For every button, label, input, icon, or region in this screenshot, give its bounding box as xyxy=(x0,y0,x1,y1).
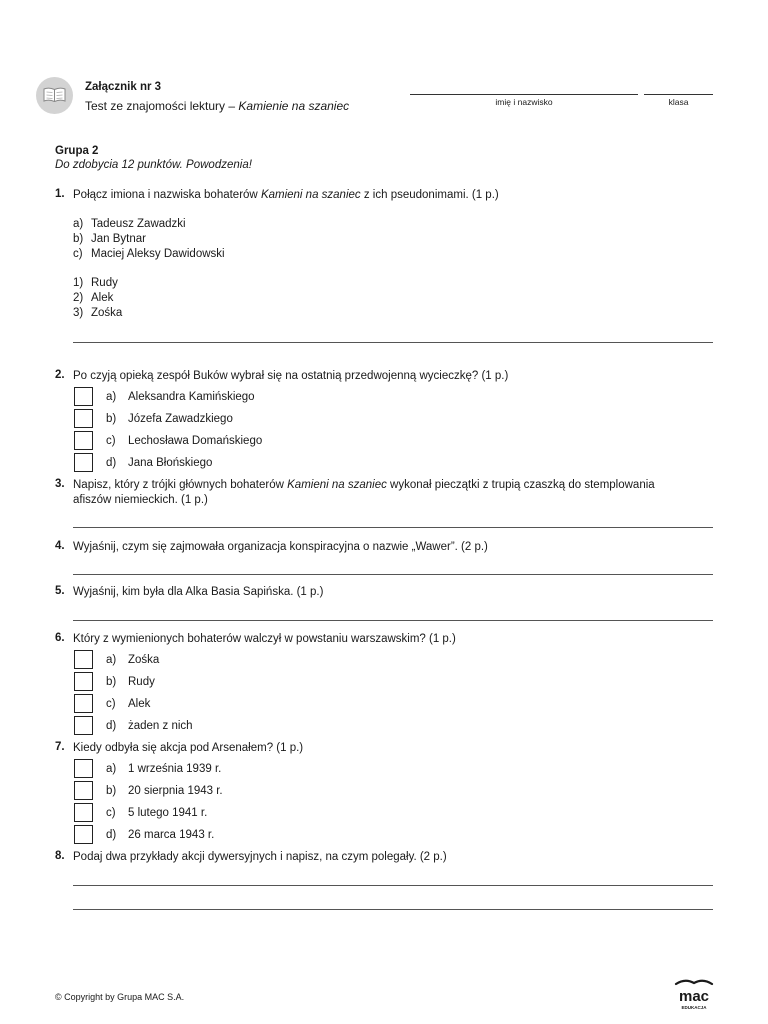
option-letter: a) xyxy=(106,763,117,775)
annex-title: Załącznik nr 3 xyxy=(85,81,162,93)
answer-checkbox[interactable] xyxy=(74,650,93,669)
option-letter: c) xyxy=(106,807,116,819)
list-marker: 3) xyxy=(73,307,84,319)
option-text: Zośka xyxy=(128,654,160,666)
question-8-text: Podaj dwa przykłady akcji dywersyjnych i napisz, na czym polegały. (2 p.) xyxy=(73,851,447,863)
answer-checkbox[interactable] xyxy=(74,409,93,428)
question-number: 7. xyxy=(55,741,65,753)
group-title: Grupa 2 xyxy=(55,145,99,157)
option-letter: a) xyxy=(106,654,117,666)
list-item xyxy=(73,218,186,230)
question-3-text xyxy=(73,478,713,508)
option-text: Józefa Zawadzkiego xyxy=(128,413,233,425)
answer-checkbox[interactable] xyxy=(74,759,93,778)
answer-checkbox[interactable] xyxy=(74,825,93,844)
list-item xyxy=(73,248,225,260)
option-text: 26 marca 1943 r. xyxy=(128,829,215,841)
logo-subtext: EDUKACJA xyxy=(681,1005,707,1010)
option-text: żaden z nich xyxy=(128,720,193,732)
answer-checkbox[interactable] xyxy=(74,672,93,691)
option-text: 1 września 1939 r. xyxy=(128,763,222,775)
option-letter: b) xyxy=(106,676,117,688)
list-marker: b) xyxy=(73,233,84,245)
option-letter: d) xyxy=(106,457,117,469)
answer-line[interactable] xyxy=(73,527,713,528)
q3-book-title: Kamieni na szaniec xyxy=(287,479,387,491)
option-letter: d) xyxy=(106,829,117,841)
answer-line[interactable] xyxy=(73,909,713,910)
question-5-text: Wyjaśnij, kim była dla Alka Basia Sapińska. (1 p.) xyxy=(73,586,324,598)
list-text: Zośka xyxy=(91,307,123,319)
option-text: Rudy xyxy=(128,676,155,688)
class-label: klasa xyxy=(668,97,689,107)
list-item xyxy=(73,277,118,289)
answer-checkbox[interactable] xyxy=(74,781,93,800)
q3-text-post: wykonał pieczątki z trupią czaszką do stemplowania xyxy=(386,479,655,491)
group-subtitle: Do zdobycia 12 punktów. Powodzenia! xyxy=(55,159,252,171)
question-number: 3. xyxy=(55,478,65,490)
question-number: 6. xyxy=(55,632,65,644)
q1-text-pre: Połącz imiona i nazwiska bohaterów xyxy=(73,189,261,201)
q3-text-pre: Napisz, który z trójki głównych bohaterów xyxy=(73,479,288,491)
answer-line[interactable] xyxy=(73,574,713,575)
answer-line[interactable] xyxy=(73,885,713,886)
option-text: Lechosława Domańskiego xyxy=(128,435,263,447)
option-letter: d) xyxy=(106,720,117,732)
question-1-text xyxy=(73,188,713,203)
list-marker: 1) xyxy=(73,277,84,289)
question-number: 8. xyxy=(55,850,65,862)
option-text: Jana Błońskiego xyxy=(128,457,213,469)
question-6-text: Który z wymienionych bohaterów walczył w powstaniu warszawskim? (1 p.) xyxy=(73,633,456,645)
class-field[interactable] xyxy=(644,94,713,95)
option-letter: c) xyxy=(106,435,116,447)
test-subtitle xyxy=(85,99,349,113)
question-number: 2. xyxy=(55,369,65,381)
publisher-logo xyxy=(672,977,716,1014)
option-text: 5 lutego 1941 r. xyxy=(128,807,208,819)
question-2-text: Po czyją opieką zespół Buków wybrał się na ostatnią przedwojenną wycieczkę? (1 p.) xyxy=(73,370,509,382)
option-text: Alek xyxy=(128,698,151,710)
q3-text-line2: afiszów niemieckich. (1 p.) xyxy=(73,494,208,506)
q1-book-title: Kamieni na szaniec xyxy=(260,189,361,201)
list-item xyxy=(73,292,113,304)
list-marker: c) xyxy=(73,248,83,260)
list-item xyxy=(73,233,146,245)
option-text: 20 sierpnia 1943 r. xyxy=(128,785,223,797)
list-text: Tadeusz Zawadzki xyxy=(91,218,186,230)
option-letter: b) xyxy=(106,413,117,425)
option-letter: a) xyxy=(106,391,117,403)
answer-line[interactable] xyxy=(73,342,713,343)
copyright-notice: © Copyright by Grupa MAC S.A. xyxy=(55,992,185,1002)
option-letter: c) xyxy=(106,698,116,710)
book-title: Kamienie na szaniec xyxy=(238,99,350,113)
question-number: 5. xyxy=(55,585,65,597)
q1-text-post: z ich pseudonimami. (1 p.) xyxy=(360,189,499,201)
list-marker: a) xyxy=(73,218,84,230)
list-text: Rudy xyxy=(91,277,118,289)
list-text: Alek xyxy=(91,292,114,304)
answer-checkbox[interactable] xyxy=(74,431,93,450)
question-number: 4. xyxy=(55,540,65,552)
answer-checkbox[interactable] xyxy=(74,387,93,406)
logo-text: mac xyxy=(678,988,710,1005)
option-text: Aleksandra Kamińskiego xyxy=(128,391,255,403)
answer-checkbox[interactable] xyxy=(74,716,93,735)
subtitle-prefix: Test ze znajomości lektury – xyxy=(85,99,239,113)
answer-checkbox[interactable] xyxy=(74,803,93,822)
list-item xyxy=(73,307,122,319)
list-text: Jan Bytnar xyxy=(91,233,146,245)
question-number: 1. xyxy=(55,188,65,200)
question-4-text: Wyjaśnij, czym się zajmowała organizacja konspiracyjna o nazwie „Wawer”. (2 p.) xyxy=(73,541,488,553)
list-text: Maciej Aleksy Dawidowski xyxy=(91,248,225,260)
book-icon xyxy=(36,77,73,114)
question-7-text: Kiedy odbyła się akcja pod Arsenałem? (1 p.) xyxy=(73,742,304,754)
answer-checkbox[interactable] xyxy=(74,694,93,713)
name-label: imię i nazwisko xyxy=(495,97,553,107)
answer-checkbox[interactable] xyxy=(74,453,93,472)
name-field[interactable] xyxy=(410,94,638,95)
option-letter: b) xyxy=(106,785,117,797)
answer-line[interactable] xyxy=(73,620,713,621)
list-marker: 2) xyxy=(73,292,84,304)
